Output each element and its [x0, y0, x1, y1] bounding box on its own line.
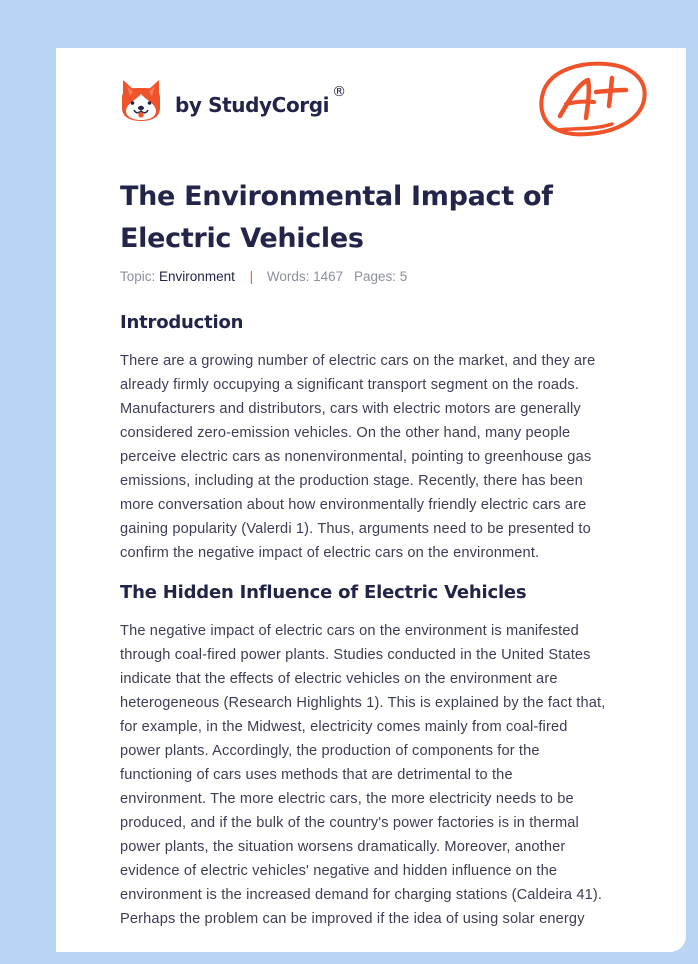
text-line: emissions, including at the production stage. Recently, there has been: [120, 473, 583, 489]
text-line: evidence of electric vehicles' negative and hidden influence on the: [120, 863, 558, 879]
document-card: [56, 48, 686, 952]
text-line: power plants, the situation worsens dramatically. Moreover, another: [120, 839, 566, 855]
text-line: more conversation about how environmentally friendly electric cars are: [120, 497, 587, 513]
section-heading-introduction: Introduction: [120, 312, 244, 333]
document-meta: [120, 269, 407, 284]
text-line: environment is the increased demand for charging stations (Caldeira 41).: [120, 887, 603, 903]
text-line: confirm the negative impact of electric cars on the environment.: [120, 545, 540, 561]
text-line: gaining popularity (Valerdi 1). Thus, arguments need to be presented to: [120, 521, 591, 537]
topic-label: Topic:: [120, 269, 156, 284]
meta-separator: |: [249, 269, 254, 284]
text-line: through coal-fired power plants. Studies conducted in the United States: [120, 647, 591, 663]
section-paragraph-introduction: [120, 349, 640, 565]
section-heading-hidden-influence: The Hidden Influence of Electric Vehicles: [120, 582, 527, 603]
text-line: There are a growing number of electric cars on the market, and they are: [120, 353, 596, 369]
text-line: heterogeneous (Research Highlights 1). This is explained by the fact that,: [120, 695, 606, 711]
text-line: power plants. Accordingly, the production of components for the: [120, 743, 540, 759]
text-line: Perhaps the problem can be improved if the idea of using solar energy: [120, 911, 585, 927]
page-count: Pages: 5: [353, 269, 408, 284]
brand-name: by StudyCorgi: [175, 93, 330, 117]
text-line: The negative impact of electric cars on the environment is manifested: [120, 623, 579, 639]
text-line: indicate that the effects of electric vehicles on the environment are: [120, 671, 558, 687]
text-line: environment. The more electric cars, the more electricity needs to be: [120, 791, 574, 807]
section-paragraph-hidden-influence: [120, 619, 640, 931]
corgi-logo-icon: [120, 76, 162, 122]
registered-mark: ®: [332, 84, 347, 100]
a-plus-grade-icon: [536, 58, 650, 140]
text-line: functioning of cars uses methods that are detrimental to the: [120, 767, 513, 783]
text-line: already firmly occupying a significant transport segment on the roads.: [120, 377, 580, 393]
word-count: Words: 1467: [266, 269, 344, 284]
text-line: Manufacturers and distributors, cars with electric motors are generally: [120, 401, 581, 417]
text-line: perceive electric cars as nonenvironmental, pointing to greenhouse gas: [120, 449, 592, 465]
page-title: The Environmental Impact of Electric Vehicles: [120, 181, 553, 254]
text-line: for example, in the Midwest, electricity comes mainly from coal-fired: [120, 719, 568, 735]
brand-logo[interactable]: [120, 76, 346, 122]
topic-link[interactable]: Environment: [159, 269, 235, 284]
text-line: produced, and if the bulk of the country's power factories is in thermal: [120, 815, 579, 831]
text-line: considered zero-emission vehicles. On the other hand, many people: [120, 425, 571, 441]
